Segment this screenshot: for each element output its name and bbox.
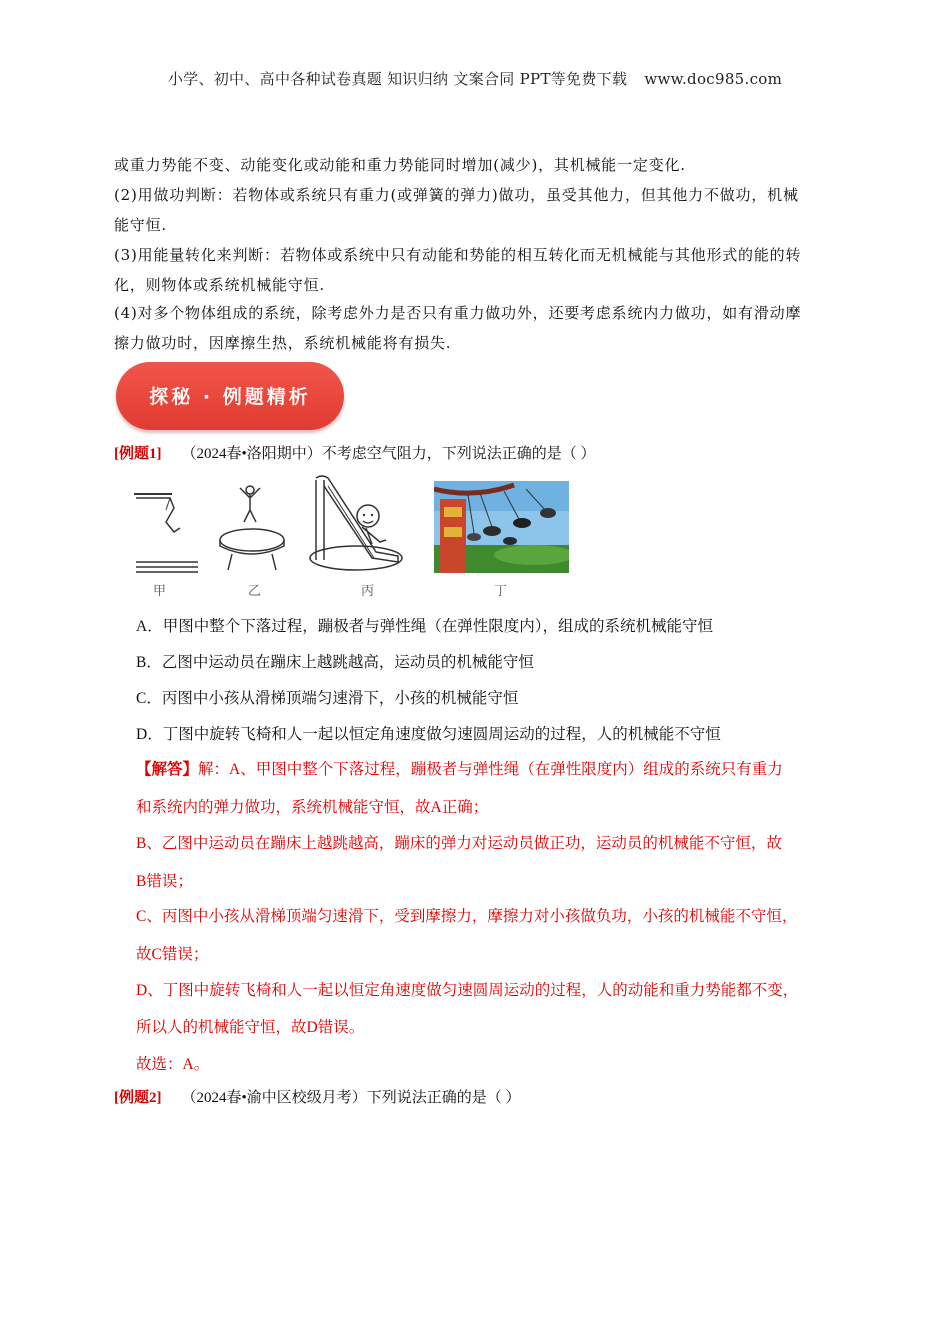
answer-text-1: 解：A、甲图中整个下落过程，蹦极者与弹性绳（在弹性限度内）组成的系统只有重力	[198, 761, 783, 778]
intro-line-3: 能守恒.	[114, 216, 167, 234]
page-header	[0, 68, 950, 89]
trampoline-figure	[216, 482, 288, 574]
answer-line-5: C、丙图中小孩从滑梯顶端匀速滑下，受到摩擦力，摩擦力对小孩做负功，小孩的机械能不守恒，	[136, 908, 798, 925]
option-d: D．丁图中旋转飞椅和人一起以恒定角速度做匀速圆周运动的过程，人的机械能不守恒	[136, 726, 721, 743]
answer-line-1	[136, 757, 848, 779]
caption-bing: 丙	[361, 584, 375, 599]
example-2-question: （2024春•渝中区校级月考）下列说法正确的是（ ）	[181, 1090, 521, 1106]
caption-ding: 丁	[494, 584, 508, 599]
answer-head: 【解答】	[136, 761, 199, 778]
answer-line-7: D、丁图中旋转飞椅和人一起以恒定角速度做匀速圆周运动的过程，人的动能和重力势能都不变，	[136, 982, 799, 999]
answer-line-8: 所以人的机械能守恒，故D错误。	[136, 1019, 365, 1036]
intro-line-7: 擦力做功时，因摩擦生热，系统机械能将有损失.	[114, 334, 452, 352]
section-banner	[116, 362, 344, 430]
answer-line-3: B、乙图中运动员在蹦床上越跳越高，蹦床的弹力对运动员做正功，运动员的机械能不守恒，故	[136, 835, 782, 852]
banner-label: 探秘 · 例题精析	[149, 386, 311, 408]
header-text: 小学、初中、高中各种试卷真题 知识归纳 文案合同 PPT等免费下载	[167, 70, 628, 88]
example-1-label: [例题1]	[114, 446, 162, 462]
option-c: C．丙图中小孩从滑梯顶端匀速滑下，小孩的机械能守恒	[136, 690, 519, 707]
final-answer: 故选：A。	[136, 1056, 210, 1073]
intro-line-4: (3)用能量转化来判断：若物体或系统中只有动能和势能的相互转化而无机械能与其他形式的能的转	[114, 246, 802, 264]
intro-line-6: (4)对多个物体组成的系统，除考虑外力是否只有重力做功外，还要考虑系统内力做功，如有滑动摩	[114, 304, 802, 322]
example-1-question: （2024春•洛阳期中）不考虑空气阻力，下列说法正确的是（ ）	[181, 446, 596, 462]
answer-line-4: B错误；	[136, 873, 193, 890]
option-a: A．甲图中整个下落过程，蹦极者与弹性绳（在弹性限度内），组成的系统机械能守恒	[136, 618, 713, 635]
swing-ride-photo	[434, 481, 569, 573]
slide-figure	[306, 472, 410, 574]
caption-jia: 甲	[153, 584, 167, 599]
answer-line-2: 和系统内的弹力做功，系统机械能守恒，故A正确；	[136, 799, 489, 816]
example-2-heading	[114, 1085, 521, 1110]
caption-yi: 乙	[248, 584, 262, 599]
bungee-figure	[130, 488, 202, 574]
answer-line-6: 故C错误；	[136, 946, 209, 963]
header-site: www.doc985.com	[644, 70, 783, 88]
example-1-heading	[114, 441, 596, 466]
intro-line-2: (2)用做功判断：若物体或系统只有重力(或弹簧的弹力)做功，虽受其他力，但其他力不做功，机械	[114, 186, 799, 204]
option-b: B．乙图中运动员在蹦床上越跳越高，运动员的机械能守恒	[136, 654, 534, 671]
intro-line-5: 化，则物体或系统机械能守恒.	[114, 276, 325, 294]
example-2-label: [例题2]	[114, 1090, 162, 1106]
intro-line-1: 或重力势能不变、动能变化或动能和重力势能同时增加(减少)，其机械能一定变化.	[114, 156, 686, 174]
